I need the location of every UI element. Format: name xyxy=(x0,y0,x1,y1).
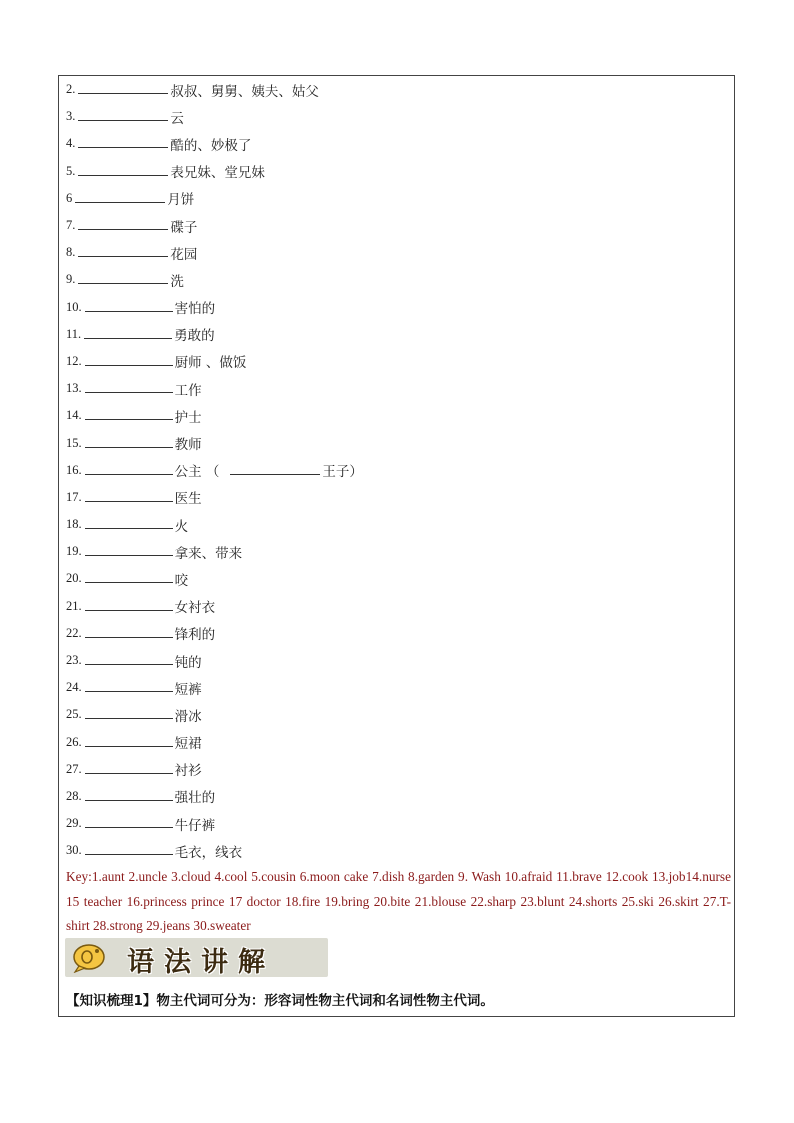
chinese-meaning: 酷的、妙极了 xyxy=(170,137,252,154)
vocab-number: 26. xyxy=(66,734,82,749)
speech-bubble-icon xyxy=(71,942,107,973)
vocab-list xyxy=(66,76,726,864)
vocab-row xyxy=(66,375,726,402)
vocab-number: 3. xyxy=(66,109,76,124)
vocab-row xyxy=(66,810,726,837)
vocab-number: 20. xyxy=(66,571,82,586)
vocab-number: 8. xyxy=(66,245,76,260)
answer-blank[interactable] xyxy=(85,854,173,855)
answer-blank[interactable] xyxy=(85,501,173,502)
chinese-meaning: 滑冰 xyxy=(174,708,202,725)
chinese-meaning: 教师 xyxy=(174,437,202,454)
chinese-meaning: 咬 xyxy=(174,572,189,589)
vocab-row xyxy=(66,429,726,456)
chinese-meaning: 云 xyxy=(170,110,184,127)
chinese-meaning: 洗 xyxy=(170,273,184,290)
answer-blank[interactable] xyxy=(85,746,173,747)
answer-blank[interactable] xyxy=(84,338,172,339)
chinese-meaning: 工作 xyxy=(174,382,202,399)
answer-blank[interactable] xyxy=(85,582,173,583)
chinese-meaning: 月饼 xyxy=(167,192,195,209)
vocab-row xyxy=(66,294,726,321)
vocab-row xyxy=(66,593,726,620)
vocab-number: 10. xyxy=(66,299,82,314)
chinese-meaning: 护士 xyxy=(174,409,202,426)
vocab-row xyxy=(66,348,726,375)
chinese-meaning: 害怕的 xyxy=(174,301,216,318)
banner-title: 语法讲解 xyxy=(127,947,275,978)
chinese-meaning: 碟子 xyxy=(170,219,198,236)
vocab-row xyxy=(66,837,726,864)
answer-blank[interactable] xyxy=(85,474,173,475)
chinese-meaning: 叔叔、舅舅、姨夫、姑父 xyxy=(170,83,319,100)
vocab-row xyxy=(66,620,726,647)
vocab-row xyxy=(66,565,726,592)
vocab-row xyxy=(66,402,726,429)
vocab-number: 30. xyxy=(66,843,82,858)
chinese-meaning: 王子） xyxy=(322,464,363,481)
vocab-number: 2. xyxy=(66,82,76,97)
answer-blank[interactable] xyxy=(85,555,173,556)
vocab-number: 6 xyxy=(66,190,73,205)
answer-blank[interactable] xyxy=(78,256,168,257)
answer-blank[interactable] xyxy=(85,610,173,611)
vocab-number: 18. xyxy=(66,517,82,532)
vocab-number: 14. xyxy=(66,408,82,423)
chinese-meaning: 短裙 xyxy=(174,736,202,753)
answer-blank[interactable] xyxy=(78,283,168,284)
grammar-banner xyxy=(65,938,328,977)
vocab-row xyxy=(66,457,726,484)
vocab-row xyxy=(66,266,726,293)
chinese-meaning: 火 xyxy=(174,518,189,535)
vocab-number: 27. xyxy=(66,761,82,776)
chinese-meaning: 锋利的 xyxy=(174,627,216,644)
answer-blank[interactable] xyxy=(75,202,165,203)
answer-blank[interactable] xyxy=(85,718,173,719)
vocab-row xyxy=(66,647,726,674)
vocab-row xyxy=(66,729,726,756)
answer-blank[interactable] xyxy=(78,147,168,148)
vocab-number: 24. xyxy=(66,680,82,695)
answer-blank[interactable] xyxy=(78,229,168,230)
vocab-row xyxy=(66,538,726,565)
vocab-row xyxy=(66,239,726,266)
chinese-meaning: 医生 xyxy=(174,491,202,508)
vocab-number: 5. xyxy=(66,163,76,178)
answer-blank[interactable] xyxy=(85,691,173,692)
vocab-number: 15. xyxy=(66,435,82,450)
answer-blank[interactable] xyxy=(85,528,173,529)
vocab-row xyxy=(66,185,726,212)
chinese-meaning: 牛仔裤 xyxy=(174,817,216,834)
vocab-number: 21. xyxy=(66,598,82,613)
vocab-number: 28. xyxy=(66,788,82,803)
chinese-meaning: 女衬衣 xyxy=(174,600,216,617)
answer-blank[interactable] xyxy=(85,800,173,801)
vocab-number: 11. xyxy=(66,326,82,341)
chinese-meaning: 强壮的 xyxy=(174,790,216,807)
vocab-row xyxy=(66,674,726,701)
worksheet-frame xyxy=(58,75,735,1017)
vocab-number: 19. xyxy=(66,544,82,559)
vocab-row xyxy=(66,103,726,130)
vocab-number: 22. xyxy=(66,625,82,640)
chinese-meaning: 公主 （ xyxy=(174,464,220,481)
answer-blank[interactable] xyxy=(85,392,173,393)
chinese-meaning: 勇敢的 xyxy=(174,328,215,345)
chinese-meaning: 衬衫 xyxy=(174,763,202,780)
answer-blank[interactable] xyxy=(85,827,173,828)
answer-blank[interactable] xyxy=(85,637,173,638)
chinese-meaning: 钝的 xyxy=(174,654,202,671)
answer-blank[interactable] xyxy=(78,175,168,176)
vocab-number: 9. xyxy=(66,272,76,287)
answer-blank[interactable] xyxy=(78,93,168,94)
vocab-number: 12. xyxy=(66,353,82,368)
answer-blank[interactable] xyxy=(78,120,168,121)
chinese-meaning: 毛衣，线衣 xyxy=(174,844,243,861)
vocab-number: 29. xyxy=(66,816,82,831)
chinese-meaning: 表兄妹、堂兄妹 xyxy=(170,165,265,182)
knowledge-point: 【知识梳理1】物主代词可分为：形容词性物主代词和名词性物主代词。 xyxy=(66,993,494,1009)
answer-blank[interactable] xyxy=(85,447,173,448)
answer-blank[interactable] xyxy=(85,419,173,420)
vocab-number: 13. xyxy=(66,381,82,396)
vocab-number: 25. xyxy=(66,707,82,722)
chinese-meaning: 拿来、带来 xyxy=(174,545,243,562)
vocab-row xyxy=(66,76,726,103)
vocab-row xyxy=(66,321,726,348)
vocab-row xyxy=(66,701,726,728)
chinese-meaning: 短裤 xyxy=(174,681,202,698)
answer-blank[interactable] xyxy=(85,664,173,665)
vocab-number: 16. xyxy=(66,462,82,477)
vocab-row xyxy=(66,756,726,783)
vocab-row xyxy=(66,484,726,511)
vocab-number: 4. xyxy=(66,136,76,151)
vocab-number: 23. xyxy=(66,653,82,668)
chinese-meaning: 花园 xyxy=(170,246,198,263)
answer-blank[interactable] xyxy=(85,311,173,312)
answer-blank[interactable] xyxy=(230,474,320,475)
vocab-row xyxy=(66,212,726,239)
chinese-meaning: 厨师 、做饭 xyxy=(174,355,247,372)
answer-blank[interactable] xyxy=(85,773,173,774)
answer-blank[interactable] xyxy=(85,365,173,366)
vocab-row xyxy=(66,158,726,185)
answer-key: Key:1.aunt 2.uncle 3.cloud 4.cool 5.cousin 6.moon cake 7.dish 8.garden 9. Wash 10.afraid 11.brave 12.cook 13.job14.nurse 15 teacher 16.princess prince 17 doctor 18.fire 19.bring 20.bite 21.blouse 22.sharp 23.blunt 24.shorts 25.ski 26.skirt 27.T-shirt 28.strong 29.jeans 30.sweater xyxy=(66,869,731,933)
vocab-row xyxy=(66,511,726,538)
vocab-row xyxy=(66,130,726,157)
vocab-number: 7. xyxy=(66,218,76,233)
vocab-number: 17. xyxy=(66,489,82,504)
vocab-row xyxy=(66,783,726,810)
